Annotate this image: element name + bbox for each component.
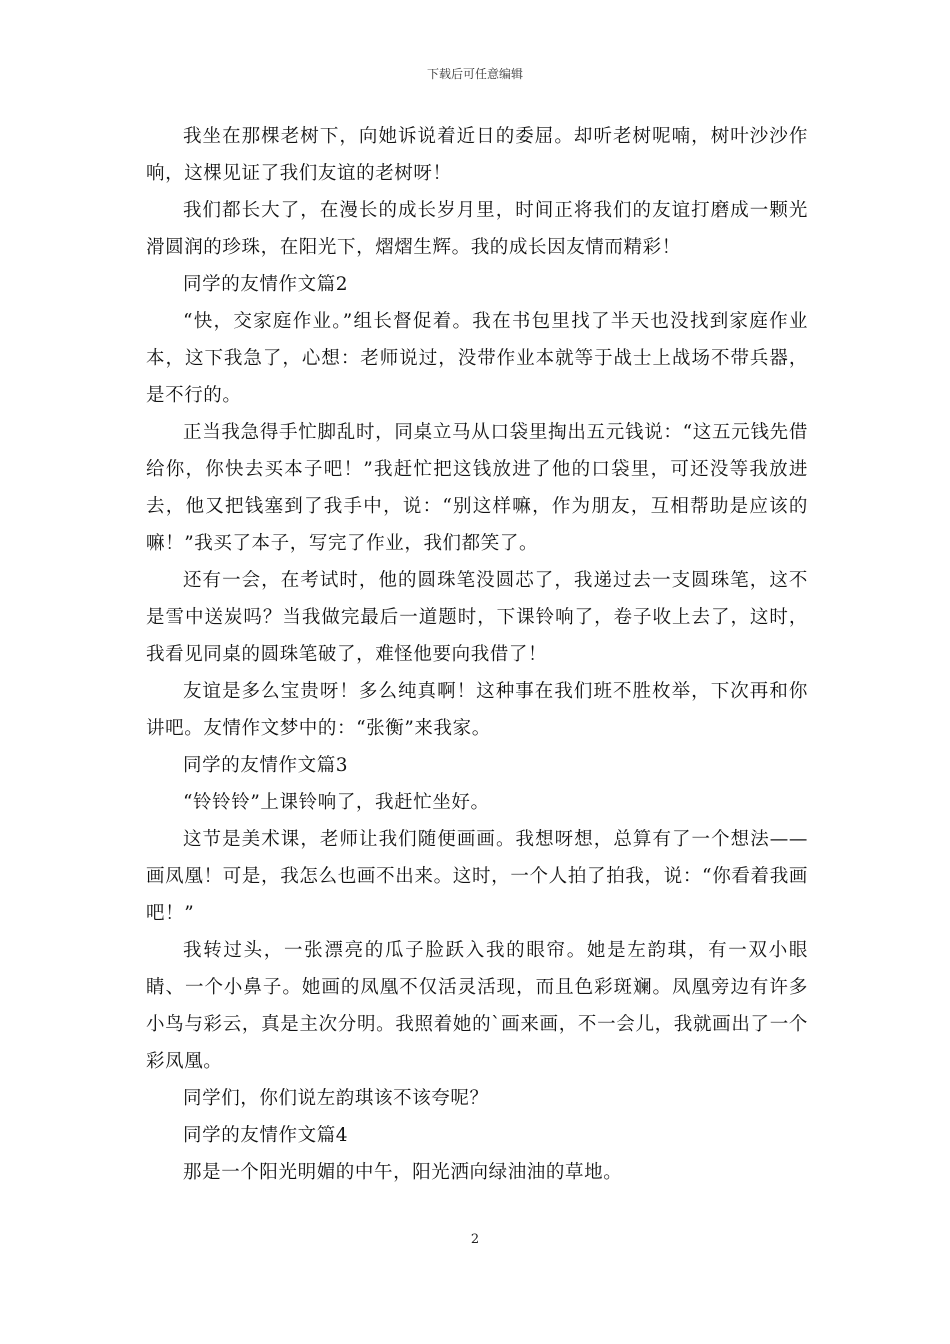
paragraph: 那是一个阳光明媚的中午，阳光洒向绿油油的草地。 — [183, 1162, 623, 1183]
section-heading: 同学的友情作文篇4 — [183, 1125, 349, 1146]
document-body — [146, 118, 808, 1191]
paragraph: 我们都长大了，在漫长的成长岁月里，时间正将我们的友谊打磨成一颗光滑圆润的珍珠，在阳光下，熠熠生辉。我的成长因友情而精彩！ — [146, 200, 808, 258]
paragraph: 友谊是多么宝贵呀！多么纯真啊！这种事在我们班不胜枚举，下次再和你讲吧。友情作文梦中的：“张衡”来我家。 — [146, 681, 808, 739]
paragraph: “铃铃铃”上课铃响了，我赶忙坐好。 — [183, 792, 490, 813]
paragraph: 我转过头，一张漂亮的瓜子脸跃入我的眼帘。她是左韵琪，有一双小眼睛、一个小鼻子。她画的凤凰不仅活灵活现，而且色彩斑斓。凤凰旁边有许多小鸟与彩云，真是主次分明。我照着她的`画来画，不一会儿，我就画出了一个彩凤凰。 — [146, 940, 808, 1072]
page-number: 2 — [470, 1232, 480, 1247]
paragraph: 同学们，你们说左韵琪该不该夸呢？ — [183, 1088, 489, 1109]
paragraph: “快，交家庭作业。”组长督促着。我在书包里找了半天也没找到家庭作业本，这下我急了，心想：老师说过，没带作业本就等于战士上战场不带兵器，是不行的。 — [146, 311, 808, 406]
page-header: 下载后可任意编辑 — [426, 67, 523, 81]
paragraph: 正当我急得手忙脚乱时，同桌立马从口袋里掏出五元钱说：“这五元钱先借给你，你快去买本子吧！”我赶忙把这钱放进了他的口袋里，可还没等我放进去，他又把钱塞到了我手中，说：“别这样嘛，作为朋友，互相帮助是应该的嘛！”我买了本子，写完了作业，我们都笑了。 — [146, 422, 808, 554]
section-heading: 同学的友情作文篇2 — [183, 274, 349, 295]
paragraph: 我坐在那棵老树下，向她诉说着近日的委屈。却听老树呢喃，树叶沙沙作响，这棵见证了我们友谊的老树呀！ — [146, 126, 808, 184]
section-heading: 同学的友情作文篇3 — [183, 755, 349, 776]
paragraph: 还有一会，在考试时，他的圆珠笔没圆芯了，我递过去一支圆珠笔，这不是雪中送炭吗？当我做完最后一道题时，下课铃响了，卷子收上去了，这时，我看见同桌的圆珠笔破了，难怪他要向我借了！ — [146, 570, 808, 665]
paragraph: 这节是美术课，老师让我们随便画画。我想呀想，总算有了一个想法——画凤凰！可是，我怎么也画不出来。这时，一个人拍了拍我，说：“你看着我画吧！” — [146, 829, 808, 924]
